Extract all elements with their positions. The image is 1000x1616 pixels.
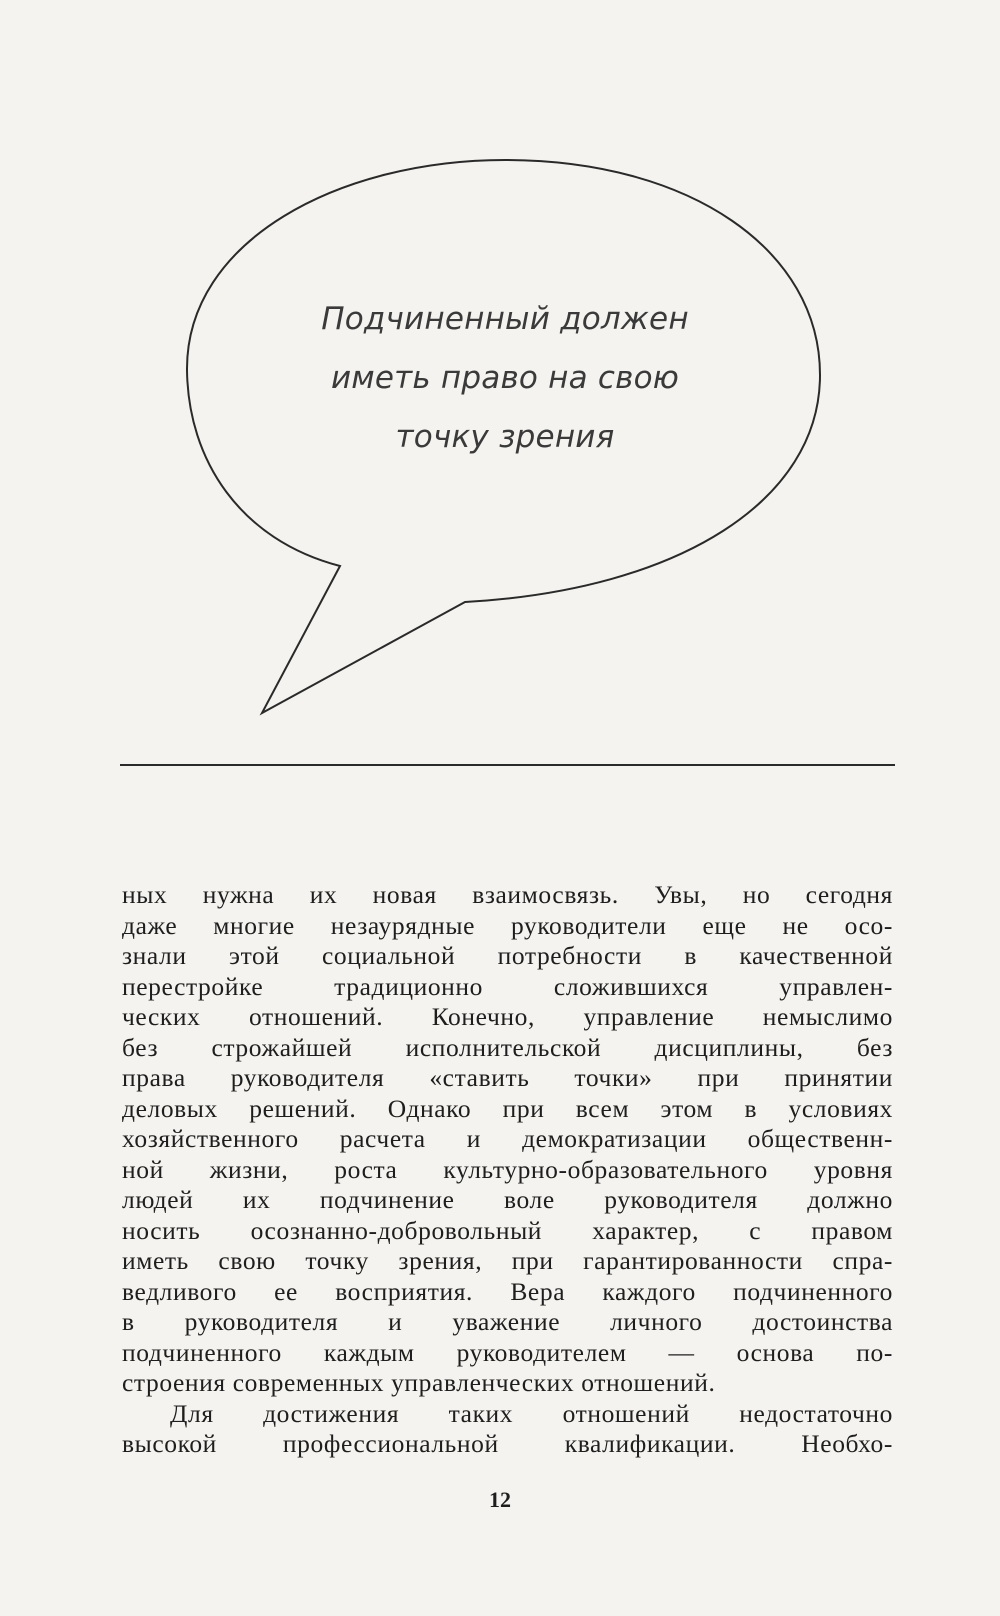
text-line: носить осознанно-добровольный характер, с правом: [122, 1215, 893, 1245]
horizontal-divider: [120, 764, 895, 766]
text-line: деловых решений. Однако при всем этом в условиях: [122, 1093, 893, 1123]
text-line: людей их подчинение воле руководителя должно: [122, 1185, 893, 1214]
text-line: хозяйственного расчета и демократизации общественн-: [122, 1124, 893, 1153]
callout-line: иметь право на свою: [330, 360, 680, 396]
text-line: ведливого ее восприятия. Вера каждого подчиненного: [122, 1276, 893, 1306]
callout-line: Подчиненный должен: [321, 301, 689, 337]
text-line: ных нужна их новая взаимосвязь. Увы, но сегодня: [122, 880, 893, 909]
text-line: высокой профессиональной квалификации. Необхо-: [122, 1429, 893, 1458]
text-line-paragraph-start: Для достижения таких отношений недостаточно: [170, 1398, 893, 1428]
callout-quote: [250, 290, 760, 467]
text-line: без строжайшей исполнительской дисциплины, без: [122, 1032, 893, 1062]
body-paragraphs: [122, 880, 893, 1460]
text-line: в руководителя и уважение личного достоинства: [122, 1307, 893, 1336]
text-line: подчиненного каждым руководителем — основа по-: [122, 1337, 893, 1367]
text-line: иметь свою точку зрения, при гарантированности спра-: [122, 1246, 893, 1275]
text-line: строения современных управленческих отношений.: [122, 1368, 716, 1397]
page-number: 12: [489, 1487, 511, 1512]
text-line: перестройке традиционно сложившихся управлен-: [122, 971, 893, 1001]
text-line: ческих отношений. Конечно, управление немыслимо: [122, 1002, 893, 1031]
text-line: права руководителя «ставить точки» при принятии: [122, 1063, 893, 1092]
callout-line: точку зрения: [395, 419, 615, 455]
text-line: ной жизни, роста культурно-образовательного уровня: [122, 1154, 893, 1184]
text-line: знали этой социальной потребности в качественной: [122, 941, 893, 970]
text-line: даже многие незаурядные руководители еще не осо-: [122, 910, 893, 940]
